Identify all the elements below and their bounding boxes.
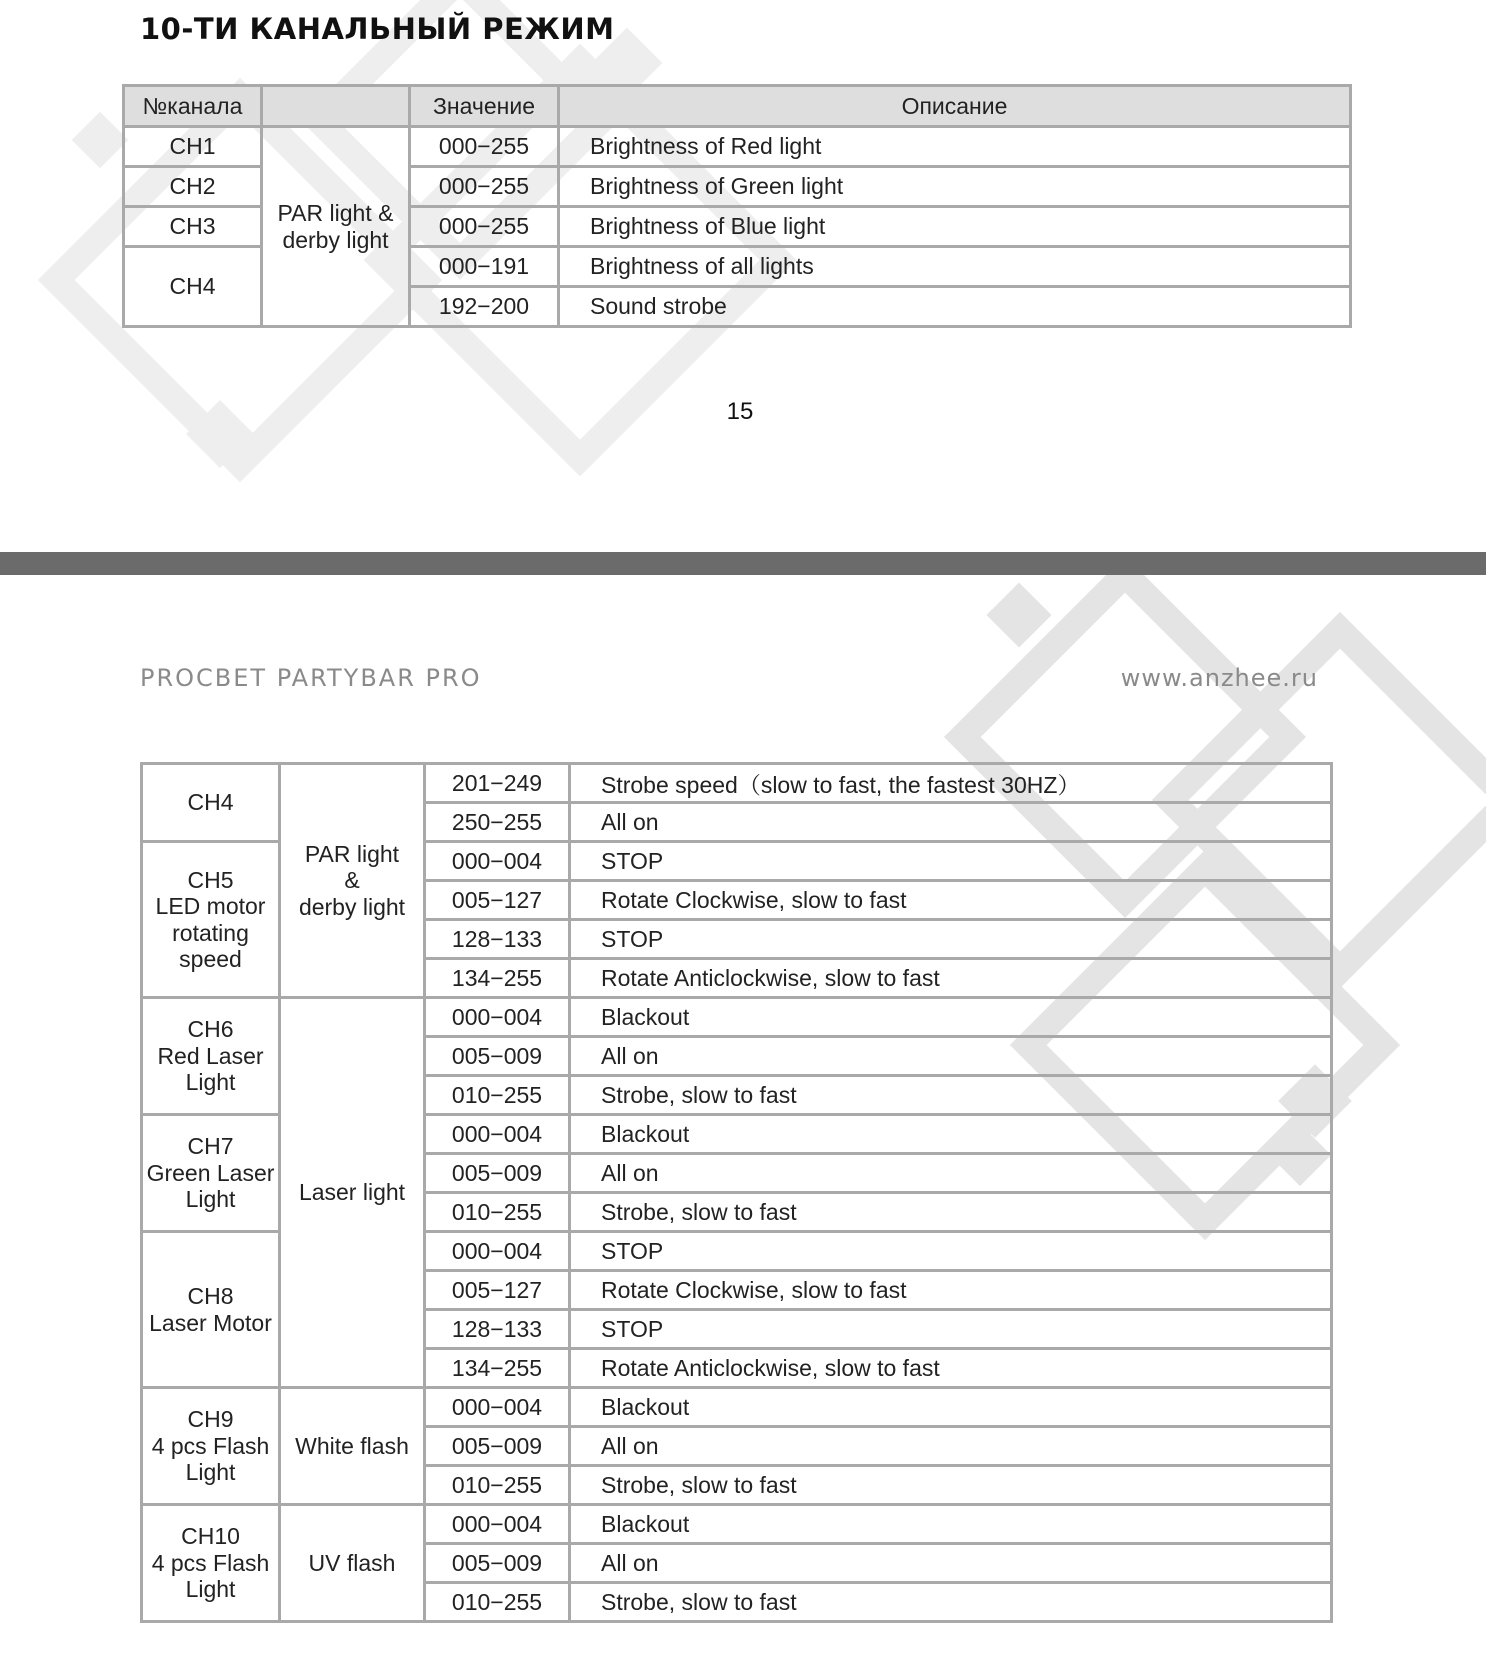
value-cell: 000−255 [410, 207, 559, 247]
header-description: Описание [559, 86, 1351, 127]
description-cell: All on [570, 1154, 1332, 1193]
cell-line: Light [185, 1576, 236, 1603]
channel-cell [142, 1115, 280, 1232]
value-cell: 000−004 [425, 998, 570, 1037]
page-separator [0, 552, 1486, 575]
table-body [142, 764, 1332, 1622]
description-cell: Sound strobe [559, 287, 1351, 327]
group-cell [280, 1388, 425, 1505]
value-cell: 010−255 [425, 1193, 570, 1232]
cell-line: CH7 [187, 1133, 234, 1160]
value-cell: 192−200 [410, 287, 559, 327]
channel-cell: CH2 [124, 167, 262, 207]
channel-cell: CH1 [124, 127, 262, 167]
channel-cell: CH3 [124, 207, 262, 247]
table-row [124, 127, 1351, 167]
description-cell: Brightness of Red light [559, 127, 1351, 167]
cell-line: derby light [282, 226, 389, 253]
cell-line: Laser light [298, 1179, 406, 1206]
description-cell: Rotate Clockwise, slow to fast [570, 1271, 1332, 1310]
page-15 [0, 0, 1486, 552]
cell-line: derby light [298, 893, 406, 920]
channel-table-bottom [140, 762, 1333, 1623]
value-cell: 000−255 [410, 167, 559, 207]
value-cell: 010−255 [425, 1076, 570, 1115]
cell-line: White flash [295, 1432, 409, 1459]
group-cell [280, 998, 425, 1388]
description-cell: Strobe, slow to fast [570, 1583, 1332, 1622]
cell-line: PAR light [304, 840, 400, 867]
value-cell: 134−255 [425, 959, 570, 998]
group-cell [280, 764, 425, 998]
channel-cell [142, 1232, 280, 1388]
table-header-row [124, 86, 1351, 127]
channel-cell [142, 1388, 280, 1505]
description-cell: Strobe, slow to fast [570, 1193, 1332, 1232]
value-cell: 005−009 [425, 1427, 570, 1466]
section-title: 10-ТИ КАНАЛЬНЫЙ РЕЖИМ [140, 12, 615, 46]
value-cell: 005−127 [425, 1271, 570, 1310]
description-cell: Blackout [570, 1505, 1332, 1544]
cell-line: Light [185, 1459, 236, 1486]
cell-line: CH10 [181, 1523, 240, 1550]
description-cell: STOP [570, 1310, 1332, 1349]
cell-line: CH5 [187, 866, 234, 893]
description-cell: All on [570, 1037, 1332, 1076]
cell-line: speed [179, 945, 242, 972]
cell-line: PAR light & [277, 200, 394, 227]
description-cell: STOP [570, 920, 1332, 959]
value-cell: 005−009 [425, 1037, 570, 1076]
description-cell: Blackout [570, 1115, 1332, 1154]
value-cell: 128−133 [425, 920, 570, 959]
value-cell: 000−004 [425, 842, 570, 881]
description-cell: Brightness of Blue light [559, 207, 1351, 247]
value-cell: 000−004 [425, 1115, 570, 1154]
value-cell: 000−255 [410, 127, 559, 167]
value-cell: 000−004 [425, 1388, 570, 1427]
cell-line: LED motor [155, 893, 266, 920]
value-cell: 201−249 [425, 764, 570, 803]
description-cell: Rotate Anticlockwise, slow to fast [570, 1349, 1332, 1388]
channel-table-top [122, 84, 1352, 328]
value-cell: 005−127 [425, 881, 570, 920]
cell-line: & [344, 867, 360, 894]
description-cell: Rotate Clockwise, slow to fast [570, 881, 1332, 920]
cell-line: CH6 [187, 1016, 234, 1043]
channel-cell [142, 764, 280, 842]
description-cell: Brightness of Green light [559, 167, 1351, 207]
table-row [142, 1505, 1332, 1544]
page-number: 15 [726, 398, 754, 425]
channel-cell [142, 842, 280, 998]
description-cell: Strobe, slow to fast [570, 1076, 1332, 1115]
description-cell: Blackout [570, 998, 1332, 1037]
description-cell: Rotate Anticlockwise, slow to fast [570, 959, 1332, 998]
description-cell: Strobe, slow to fast [570, 1466, 1332, 1505]
description-cell: All on [570, 803, 1332, 842]
cell-line: CH8 [187, 1283, 234, 1310]
description-cell: Blackout [570, 1388, 1332, 1427]
brand-name: PROCBET PARTYBAR PRO [140, 664, 482, 692]
value-cell: 000−191 [410, 247, 559, 287]
header-channel-number: №канала [124, 86, 262, 127]
value-cell: 134−255 [425, 1349, 570, 1388]
group-cell [262, 127, 410, 327]
website-url: www.anzhee.ru [1120, 664, 1318, 692]
value-cell: 010−255 [425, 1583, 570, 1622]
description-cell: All on [570, 1544, 1332, 1583]
table-row [142, 764, 1332, 803]
cell-line: Laser Motor [149, 1309, 272, 1336]
channel-cell [142, 1505, 280, 1622]
cell-line: Red Laser [157, 1042, 264, 1069]
table-row [142, 1388, 1332, 1427]
cell-line: CH4 [187, 789, 234, 816]
description-cell: Brightness of all lights [559, 247, 1351, 287]
value-cell: 128−133 [425, 1310, 570, 1349]
value-cell: 250−255 [425, 803, 570, 842]
channel-cell [142, 998, 280, 1115]
description-cell: Strobe speed（slow to fast, the fastest 30HZ） [570, 764, 1332, 803]
cell-line: UV flash [308, 1549, 396, 1576]
header-group [262, 86, 410, 127]
cell-line: 4 pcs Flash [151, 1549, 270, 1576]
channel-cell: CH4 [124, 247, 262, 327]
description-cell: All on [570, 1427, 1332, 1466]
description-cell: STOP [570, 1232, 1332, 1271]
cell-line: Light [185, 1186, 236, 1213]
value-cell: 005−009 [425, 1544, 570, 1583]
group-cell [280, 1505, 425, 1622]
value-cell: 000−004 [425, 1505, 570, 1544]
cell-line: Green Laser [146, 1159, 275, 1186]
value-cell: 000−004 [425, 1232, 570, 1271]
table-body [124, 127, 1351, 327]
value-cell: 005−009 [425, 1154, 570, 1193]
header-value: Значение [410, 86, 559, 127]
cell-line: Light [185, 1069, 236, 1096]
cell-line: rotating [172, 919, 249, 946]
value-cell: 010−255 [425, 1466, 570, 1505]
cell-line: 4 pcs Flash [151, 1432, 270, 1459]
cell-line: CH9 [187, 1406, 234, 1433]
description-cell: STOP [570, 842, 1332, 881]
table-row [142, 998, 1332, 1037]
